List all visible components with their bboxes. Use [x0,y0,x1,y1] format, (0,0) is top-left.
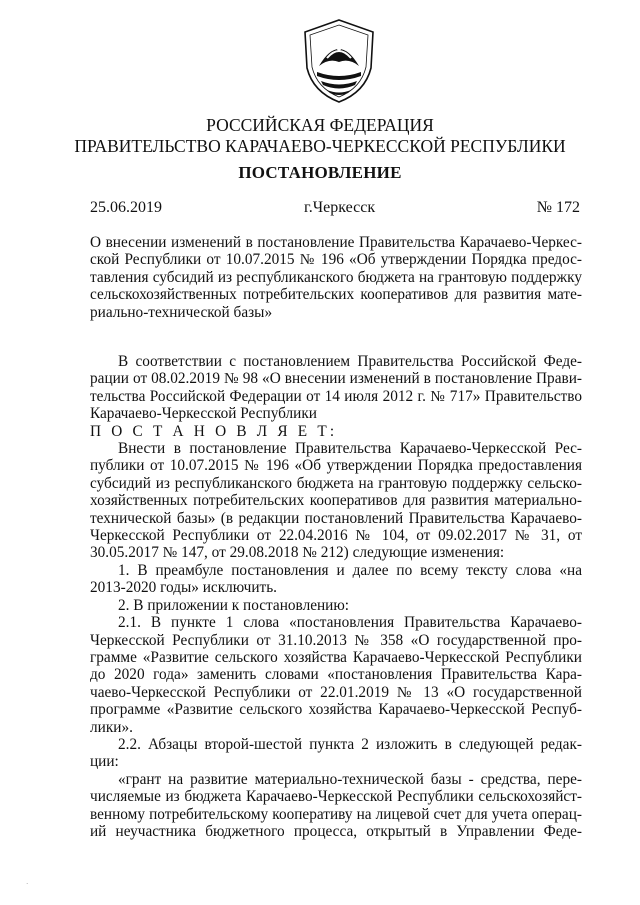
government-header: ПРАВИТЕЛЬСТВО КАРАЧАЕВО-ЧЕРКЕССКОЙ РЕСПУБЛИКИ [74,136,566,156]
body-line: грамме «Развитие сельского хозяйства Карачаево-Черкесской Республики [90,648,582,666]
body-line: Черкесской Республики от 31.10.2013 № 358 «О государственной про- [90,631,582,649]
body-line: технической базы» (в редакции постановлений Правительства Карачаево- [90,509,582,527]
scan-corner-mark: · [26,880,29,888]
document-number: № 172 [536,199,580,216]
body-line: венному потребительскому кооперативу на лицевой счет для учета операц- [90,805,582,823]
body-line: 2013-2020 годы» исключить. [90,579,277,597]
document-city: г.Черкесск [304,199,376,216]
subject-line: риально-технической базы» [90,303,273,321]
body-line: 30.05.2017 № 147, от 29.08.2018 № 212) следующие изменения: [90,544,505,562]
body-line: 2.2. Абзацы второй-шестой пункта 2 изложить в следующей редак- [118,735,582,753]
document-type-title: ПОСТАНОВЛЕНИЕ [238,163,402,182]
subject-line: О внесении изменений в постановление Правительства Карачаево-Черкес- [90,234,582,251]
body-line: Карачаево-Черкесской Республики [90,405,317,423]
body-line: 2.1. В пункте 1 слова «постановления Правительства Карачаево- [118,614,582,632]
body-line: субсидий из республиканского бюджета на грантовую поддержку сельско- [90,474,582,492]
country-header: РОССИЙСКАЯ ФЕДЕРАЦИЯ [206,115,434,135]
body-line: рации от 08.02.2019 № 98 «О внесении изменений в постановление Прави- [90,370,582,388]
body-line: Внести в постановление Правительства Карачаево-Черкесской Рес- [118,440,582,458]
body-line: В соответствии с постановлением Правительства Российской Феде- [118,353,582,370]
body-line: до 2020 года» заменить словами «постановления Правительства Кара- [90,666,582,684]
body-line: ции: [90,753,119,771]
body-line: «грант на развитие материально-технической базы - средства, пере- [118,770,582,788]
body-line: Черкесской Республики от 22.04.2016 № 104, от 09.02.2017 № 31, от [90,527,582,545]
body-line: числяемые из бюджета Карачаево-Черкесской Республики сельскохозяйст- [90,788,582,806]
body-line: тельства Российской Федерации от 14 июля 2012 г. № 717» Правительство [90,387,582,405]
body-line: чаево-Черкесской Республики от 22.01.2019 № 13 «О государственной [90,683,582,701]
subject-line: ской Республики от 10.07.2015 № 196 «Об утверждении Порядка предос- [90,251,582,269]
body-line: публики от 10.07.2015 № 196 «Об утверждении Порядка предоставления [90,457,582,475]
subject-line: тавления субсидий из республиканского бюджета на грантовую поддержку [90,268,582,286]
body-line: ий неучастника бюджетного процесса, открытый в Управлении Феде- [90,822,582,840]
body-line: 1. В преамбуле постановления и далее по всему тексту слова «на [118,561,582,579]
body-line: 2. В приложении к постановлению: [118,596,350,614]
body-text [90,353,582,840]
document-date: 25.06.2019 [90,199,162,216]
coat-of-arms-emblem [301,18,377,104]
decree-word: П О С Т А Н О В Л Я Е Т: [90,422,338,440]
body-line: хозяйственных потребительских кооперативов для развития материально- [90,492,582,510]
body-line: программе «Развитие сельского хозяйства Карачаево-Черкесской Респуб- [90,701,582,719]
subject-line: сельскохозяйственных потребительских кооперативов для развития мате- [90,286,582,304]
body-line: лики». [90,718,133,736]
subject-paragraph [90,234,582,321]
